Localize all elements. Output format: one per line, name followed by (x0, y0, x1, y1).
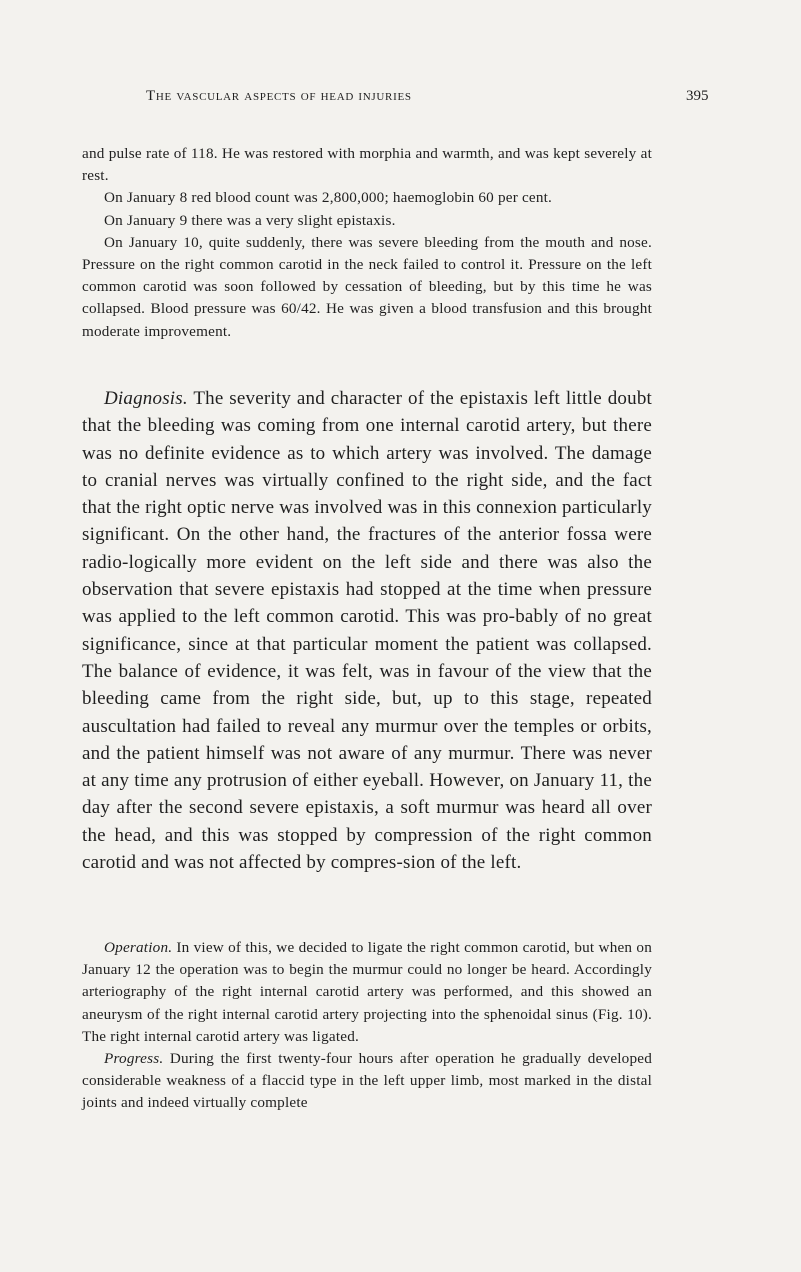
diagnosis-section (82, 385, 652, 876)
paragraph-jan-8: On January 8 red blood count was 2,800,000; haemoglobin 60 per cent. (104, 189, 553, 207)
paragraph-jan-10: On January 10, quite suddenly, there was severe bleeding from the mouth and nose. Pressure on the right common carotid in the neck failed to control it. Pressure on the left common carotid was soon followed by cessation of bleeding, but by this time he was collapsed. Blood pressure was 60/42. He was given a blood transfusion and this brought moderate improvement. (82, 233, 652, 340)
paragraph-jan-9: On January 9 there was a very slight epistaxis. (104, 211, 396, 229)
paragraph-diagnosis (82, 385, 652, 876)
paragraph-operation (82, 937, 652, 1048)
page-number: 395 (686, 88, 709, 104)
diagnosis-heading: Diagnosis. (104, 388, 188, 409)
running-head: The vascular aspects of head injuries (146, 88, 412, 104)
progress-text: During the first twenty-four hours after operation he gradually developed considerable weakness of a flaccid type in the left upper limb, most marked in the distal joints and indeed virtually complete (82, 1050, 652, 1112)
progress-heading: Progress. (104, 1050, 164, 1068)
operation-progress-block (82, 937, 652, 1115)
case-notes-block (82, 143, 652, 343)
paragraph-pulse: and pulse rate of 118. He was restored with morphia and warmth, and was kept severely at rest. (82, 145, 652, 185)
operation-text: In view of this, we decided to ligate the right common carotid, but when on January 12 the operation was to begin the murmur could no longer be heard. Accordingly arteriography of the right internal carotid artery was performed, and this showed an aneurysm of the right internal carotid artery projecting into the sphenoidal sinus (Fig. 10). The right internal carotid artery was ligated. (82, 939, 652, 1045)
paragraph-progress (82, 1048, 652, 1115)
operation-heading: Operation. (104, 939, 173, 956)
diagnosis-text: The severity and character of the epistaxis left little doubt that the bleeding was coming from one internal carotid artery, but there was no definite evidence as to which artery was involved. The damage to cranial nerves was virtually confined to the right side, and the fact that the right optic nerve was involved was in this connexion particularly significant. On the other hand, the fractures of the anterior fossa were radio-logically more evident on the left side and there was also the observation that severe epistaxis had stopped at the time when pressure was applied to the left common carotid. This was pro-bably of no great significance, since at that particular moment the patient was collapsed. The balance of evidence, it was felt, was in favour of the view that the bleeding came from the right side, but, up to this stage, repeated auscultation had failed to reveal any murmur over the temples or orbits, and the patient himself was not aware of any murmur. There was never at any time any protrusion of either eyeball. However, on January 11, the day after the second severe epistaxis, a soft murmur was heard all over the head, and this was stopped by compression of the right common carotid and was not affected by compres-sion of the left. (82, 388, 652, 874)
